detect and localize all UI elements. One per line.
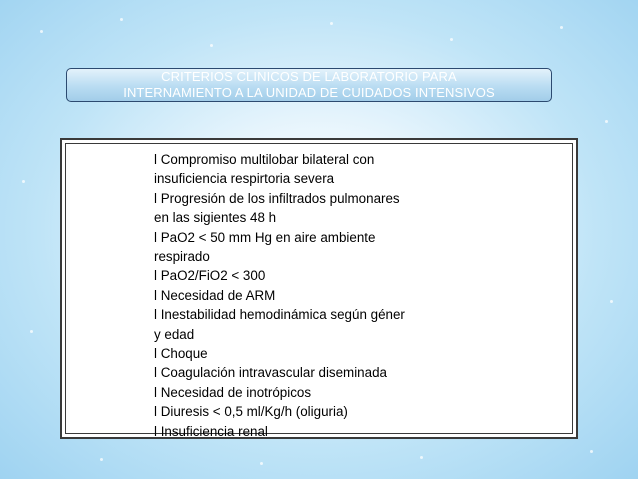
criteria-line: insuficiencia respirtoria severa [154, 171, 335, 187]
sparkle-decoration [560, 26, 563, 29]
sparkle-decoration [260, 462, 263, 465]
sparkle-decoration [420, 456, 423, 459]
sparkle-decoration [40, 30, 43, 33]
slide-title-line-1: CRITERIOS CLINICOS DE LABORATORIO PARA [161, 69, 457, 84]
slide-title-box [66, 68, 552, 102]
criteria-line: l PaO2/FiO2 < 300 [154, 268, 266, 284]
sparkle-decoration [605, 120, 608, 123]
criteria-line: l Diuresis < 0,5 ml/Kg/h (oliguria) [154, 404, 348, 420]
criteria-line: l PaO2 < 50 mm Hg en aire ambiente [154, 229, 376, 245]
sparkle-decoration [450, 38, 453, 41]
sparkle-decoration [120, 18, 123, 21]
sparkle-decoration [330, 22, 333, 25]
criteria-content-box [60, 138, 578, 439]
criteria-line: l Insuficiencia renal [154, 423, 268, 439]
criteria-list [154, 150, 405, 441]
criteria-line: l Progresión de los infiltrados pulmonares [154, 190, 400, 206]
sparkle-decoration [30, 330, 33, 333]
criteria-line: y edad [154, 326, 195, 342]
sparkle-decoration [22, 180, 25, 183]
criteria-line: l Choque [154, 346, 208, 362]
sparkle-decoration [100, 458, 103, 461]
criteria-line: l Compromiso multilobar bilateral con [154, 152, 375, 167]
sparkle-decoration [590, 450, 593, 453]
criteria-line: l Inestabilidad hemodinámica según géner [154, 307, 405, 323]
criteria-line: en las sigientes 48 h [154, 210, 277, 226]
criteria-line: l Coagulación intravascular diseminada [154, 365, 387, 381]
slide-title-line-2: INTERNAMIENTO A LA UNIDAD DE CUIDADOS INTENSIVOS [123, 85, 495, 100]
criteria-inner-frame [65, 143, 573, 439]
criteria-line: l Necesidad de ARM [154, 287, 276, 303]
sparkle-decoration [610, 300, 613, 303]
sparkle-decoration [210, 44, 213, 47]
criteria-line: l Necesidad de inotrópicos [154, 384, 312, 400]
criteria-line: respirado [154, 249, 210, 265]
